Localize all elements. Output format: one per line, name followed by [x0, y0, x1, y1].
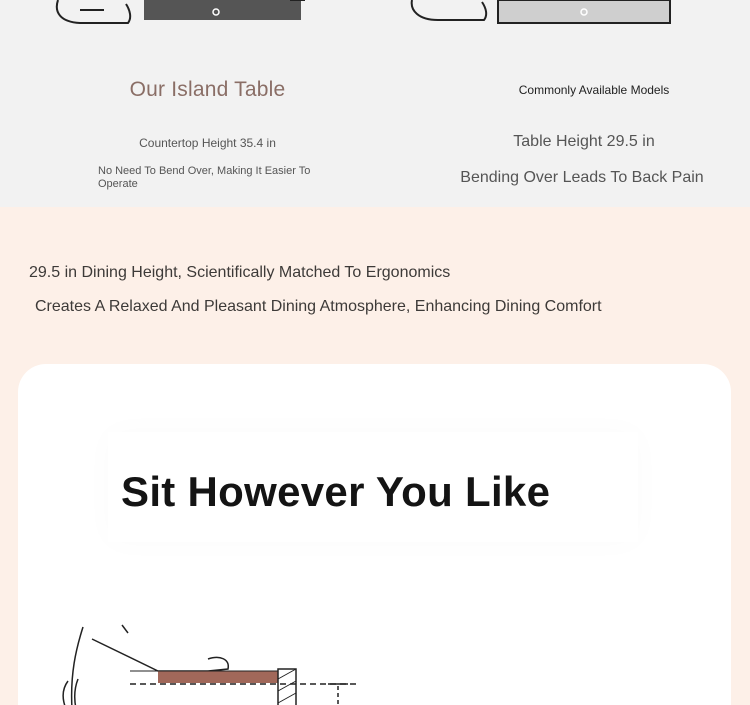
standard-table-illustration	[400, 0, 700, 30]
feature-title: Sit However You Like	[121, 468, 551, 515]
common-models-title: Commonly Available Models	[518, 83, 670, 97]
comparison-section	[0, 0, 750, 207]
dining-comfort-statement: Creates A Relaxed And Pleasant Dining Atmosphere, Enhancing Dining Comfort	[35, 298, 602, 315]
island-table-illustration	[40, 0, 370, 30]
island-table-benefit: No Need To Bend Over, Making It Easier To Operate	[98, 165, 311, 190]
seated-person-sketch	[58, 619, 378, 705]
dining-height-statement: 29.5 in Dining Height, Scientifically Matched To Ergonomics	[29, 264, 451, 281]
table-height-label: Table Height 29.5 in	[513, 133, 655, 150]
island-table-title: Our Island Table	[129, 78, 286, 101]
countertop-height-label: Countertop Height 35.4 in	[139, 136, 276, 150]
feature-card	[18, 364, 731, 705]
standard-table-drawback: Bending Over Leads To Back Pain	[460, 169, 704, 186]
